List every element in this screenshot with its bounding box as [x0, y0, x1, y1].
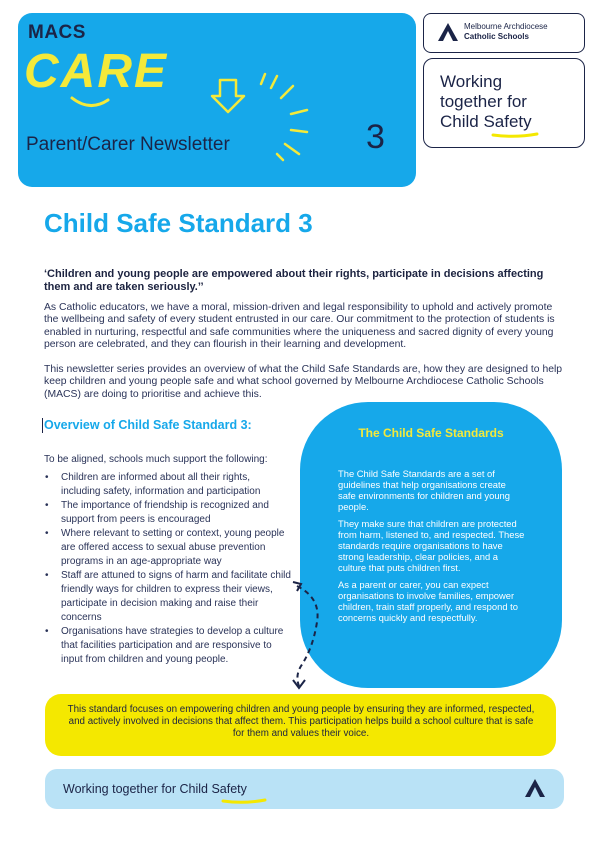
logo-line-2: Catholic Schools	[464, 32, 529, 41]
macs-logo-mark-icon	[524, 778, 546, 798]
care-logo-text: CARE	[24, 45, 169, 98]
summary-text: This standard focuses on empowering children and young people by ensuring they are informed, respected, and actively involved in decisions that affect them. This participation helps build a school culture that is safe for them and values their voice.	[67, 704, 535, 739]
bubble-paragraph: They make sure that children are protected from harm, listened to, and respected. These standards require organisations to have strong leadership, clear policies, and a culture that puts children first.	[338, 518, 525, 573]
logo-line-1: Melbourne Archdiocese	[464, 22, 548, 31]
page-title: Child Safe Standard 3	[44, 208, 313, 238]
issue-number: 3	[366, 118, 385, 156]
footer-text: Working together for Child Safety	[63, 782, 247, 796]
overview-title: Overview of Child Safe Standard 3:	[44, 418, 252, 432]
overview-intro: To be aligned, schools much support the following:	[44, 454, 268, 465]
slogan-line-3: Child Safety	[440, 112, 532, 131]
bubble-paragraph: As a parent or carer, you can expect organisations to involve families, empower children, train staff properly, and respond to concerns quickly and respectfully.	[338, 579, 518, 623]
list-item: • Where relevant to setting or context, young people are offered access to sexual abuse prevention programs in an age-appropriate way	[44, 527, 292, 569]
bubble-title: The Child Safe Standards	[358, 426, 504, 440]
macs-logo-mark-icon	[437, 22, 459, 42]
bubble-body	[338, 468, 526, 629]
list-item: • Staff are attuned to signs of harm and facilitate child friendly ways for children to express their views, participate in decision making and raise their concerns	[44, 569, 292, 625]
slogan-underline-icon	[491, 131, 539, 139]
smile-icon	[70, 96, 110, 110]
overview-list	[44, 471, 292, 667]
list-item: • Organisations have strategies to develop a culture that facilities participation and are responsive to input from children and young people.	[44, 625, 292, 667]
slogan-text	[440, 72, 532, 132]
macs-wordmark: MACS	[28, 22, 86, 43]
down-arrow-icon	[208, 76, 248, 116]
newsletter-title: Parent/Carer Newsletter	[26, 134, 230, 155]
series-paragraph: This newsletter series provides an overview of what the Child Safe Standards are, how they are designed to help keep children and young people safe and what school governed by Melbourne Archdiocese Catholic Schools (MACS) are doing to prioritise and achieve this.	[44, 364, 563, 400]
macs-logo-text	[464, 22, 548, 42]
sparkle-rays-icon	[255, 70, 325, 170]
text-cursor	[42, 418, 43, 433]
standard-quote: ‘Children and young people are empowered about their rights, participate in decisions affecting them and are taken seriously.’’	[44, 268, 544, 293]
slogan-line-1: Working	[440, 72, 503, 91]
list-item: • Children are informed about all their rights, including safety, information and participation	[44, 471, 292, 499]
slogan-line-2: together for	[440, 92, 527, 111]
intro-paragraph: As Catholic educators, we have a moral, mission-driven and legal responsibility to uphold and actively promote the wellbeing and safety of every student entrusted in our care. Our commitment to the protection of students is enabled in nurturing, respectful and safe communities where the uniqueness and sacred dignity of every young person are celebrated, and they can flourish in their learning and development.	[44, 302, 555, 350]
footer-underline-icon	[221, 797, 267, 805]
bubble-paragraph: The Child Safe Standards are a set of guidelines that help organisations create safe environments for children and young people.	[338, 468, 510, 512]
list-item: • The importance of friendship is recognized and support from peers is encouraged	[44, 499, 292, 527]
dashed-arrow-icon	[287, 578, 331, 694]
